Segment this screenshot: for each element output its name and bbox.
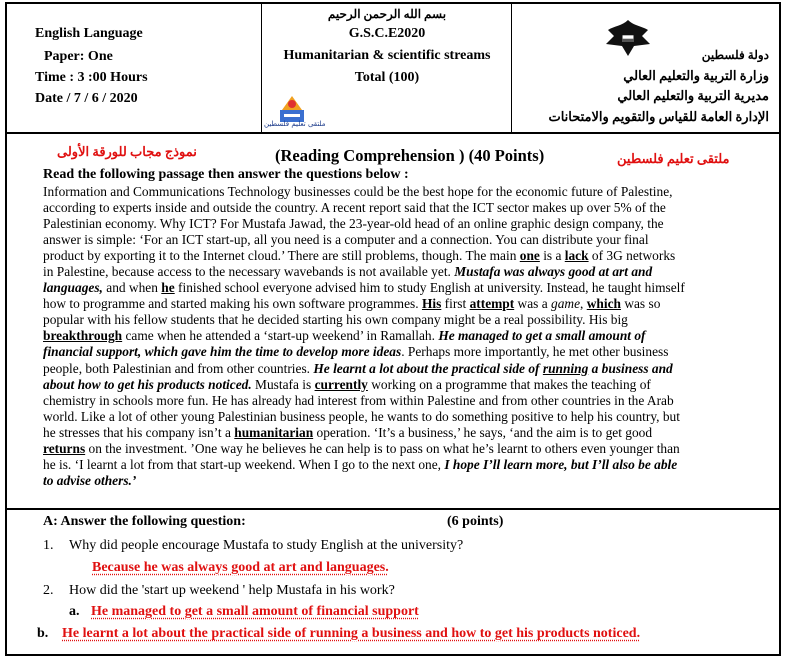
ministry-name: وزارة التربية والتعليم العالي bbox=[623, 68, 769, 83]
palestine-emblem-icon bbox=[600, 16, 656, 62]
passage-line: he is. ‘I learnt a lot from that start-up weekend. When I go to the next one, I hope I’ll learn more, but I’ll also be able bbox=[43, 456, 678, 472]
word-running: running bbox=[542, 360, 589, 376]
word-attempt: attempt bbox=[469, 296, 515, 312]
total-label: Total (100) bbox=[354, 70, 420, 85]
directorate-name: مديرية التربية والتعليم العالي bbox=[617, 88, 769, 103]
subject-label: English Language bbox=[35, 26, 143, 41]
answer-2a: He managed to get a small amount of financial support bbox=[91, 604, 419, 619]
question-2-number: 2. bbox=[43, 583, 54, 598]
exam-paper bbox=[5, 2, 781, 656]
passage-line: chemistry in schools more fun. He has already had interest from within Palestine and from other countries in the Arab bbox=[43, 392, 674, 408]
word-his: His bbox=[421, 296, 442, 312]
passage-line: returns on the investment. ’One way he believes he can help is to pass on what he’s learnt to others even younger than bbox=[43, 440, 680, 456]
passage-line: world. Like a lot of other young Palestinian business people, he wants to do something positive to help his country, but bbox=[43, 408, 680, 424]
header-exam-info bbox=[7, 4, 262, 134]
word-lack: lack bbox=[564, 248, 589, 264]
passage-line: popular with his fellow students that he decided starting his own company might be a real possibility. His big bbox=[43, 312, 628, 328]
part-a-points: (6 points) bbox=[447, 514, 504, 529]
word-breakthrough: breakthrough bbox=[43, 328, 123, 344]
passage-line: product by exporting it to the Internet cloud.’ There are still problems, though. The main one is a lack of 3G networks bbox=[43, 248, 676, 264]
exam-code: G.S.C.E2020 bbox=[348, 26, 426, 41]
word-returns: returns bbox=[43, 440, 86, 456]
passage-line: Information and Communications Technology businesses could be the best hope for the economic future of Palestine, bbox=[43, 184, 673, 199]
answer-2a-label: a. bbox=[69, 604, 80, 619]
passage-line: people, both Palestinian and from other countries. He learnt a lot about the practical side of running a business and bbox=[43, 360, 673, 376]
passage-line: languages, and when he finished school everyone advised him to study English at university. Instead, he taught himself bbox=[43, 280, 685, 296]
answer-2b: He learnt a lot about the practical side of running a business and how to get his products noticed. bbox=[62, 626, 641, 641]
department-name: الإدارة العامة للقياس والتقويم والامتحانات bbox=[548, 109, 769, 124]
time-label: Time : 3 :00 Hours bbox=[35, 70, 148, 85]
passage-line: about how to get his products noticed. Mustafa is currently working on a programme that makes the teaching of bbox=[43, 376, 651, 392]
paper-label: Paper: One bbox=[44, 49, 113, 64]
passage-line: financial support, which gave him the time to develop more ideas. Perhaps more importantly, he met other business bbox=[43, 344, 669, 360]
passage-line: answer is simple: ‘For an ICT start-up, all you need is a computer and a connection. You can distribute your final bbox=[43, 232, 649, 248]
word-which: which bbox=[586, 296, 621, 312]
passage-line: in Palestine, because access to the necessary wavebands is not available yet. Mustafa was always good at art and bbox=[43, 264, 653, 280]
logo-caption: ملتقى تعليم فلسطين bbox=[264, 120, 326, 128]
reading-passage bbox=[43, 184, 779, 489]
passage-line: Palestinian economy. Why ICT? For Mustafa Jawad, the 23-year-old head of an online graphic design company, the bbox=[43, 216, 664, 232]
word-he: he bbox=[161, 280, 175, 296]
question-2: How did the 'start up weekend ' help Mustafa in his work? bbox=[69, 583, 395, 598]
passage-line: breakthrough came when he attended a ‘start-up weekend’ in Ramallah. He managed to get a small amount of bbox=[43, 328, 646, 344]
passage-line: how to programme and started making his own software programmes. His first attempt was a game, which was so bbox=[43, 296, 661, 312]
model-answer-label: نموذج مجاب للورقة الأولى bbox=[57, 144, 197, 159]
section-title: (Reading Comprehension ) (40 Points) bbox=[275, 146, 545, 165]
passage-line: he stresses that his company isn’t a humanitarian operation. ‘It’s a business,’ he says, ‘and the aim is to get good bbox=[43, 424, 653, 440]
header-ministry bbox=[512, 4, 779, 134]
basmala: بسم الله الرحمن الرحيم bbox=[327, 7, 447, 21]
streams-label: Humanitarian & scientific streams bbox=[283, 48, 491, 63]
state-name: دولة فلسطين bbox=[701, 48, 769, 62]
forum-label: ملتقى تعليم فلسطين bbox=[617, 151, 730, 166]
word-one: one bbox=[519, 248, 540, 264]
answer-1: Because he was always good at art and languages. bbox=[92, 560, 389, 575]
word-currently: currently bbox=[314, 376, 368, 392]
passage-line: according to experts inside and outside the country. A recent report said that the ICT sector makes up over 5% of the bbox=[43, 200, 666, 216]
word-humanitarian: humanitarian bbox=[234, 424, 314, 440]
date-label: Date / 7 / 6 / 2020 bbox=[35, 91, 138, 106]
answer-2b-label: b. bbox=[37, 626, 49, 641]
question-1-number: 1. bbox=[43, 538, 54, 553]
header-exam-title bbox=[262, 4, 512, 134]
part-a-label: A: Answer the following question: bbox=[43, 514, 246, 529]
section-divider bbox=[7, 508, 779, 510]
passage-instruction: Read the following passage then answer the questions below : bbox=[43, 167, 409, 182]
question-1: Why did people encourage Mustafa to study English at the university? bbox=[69, 538, 464, 553]
passage-line: to advise others.’ bbox=[43, 472, 137, 488]
